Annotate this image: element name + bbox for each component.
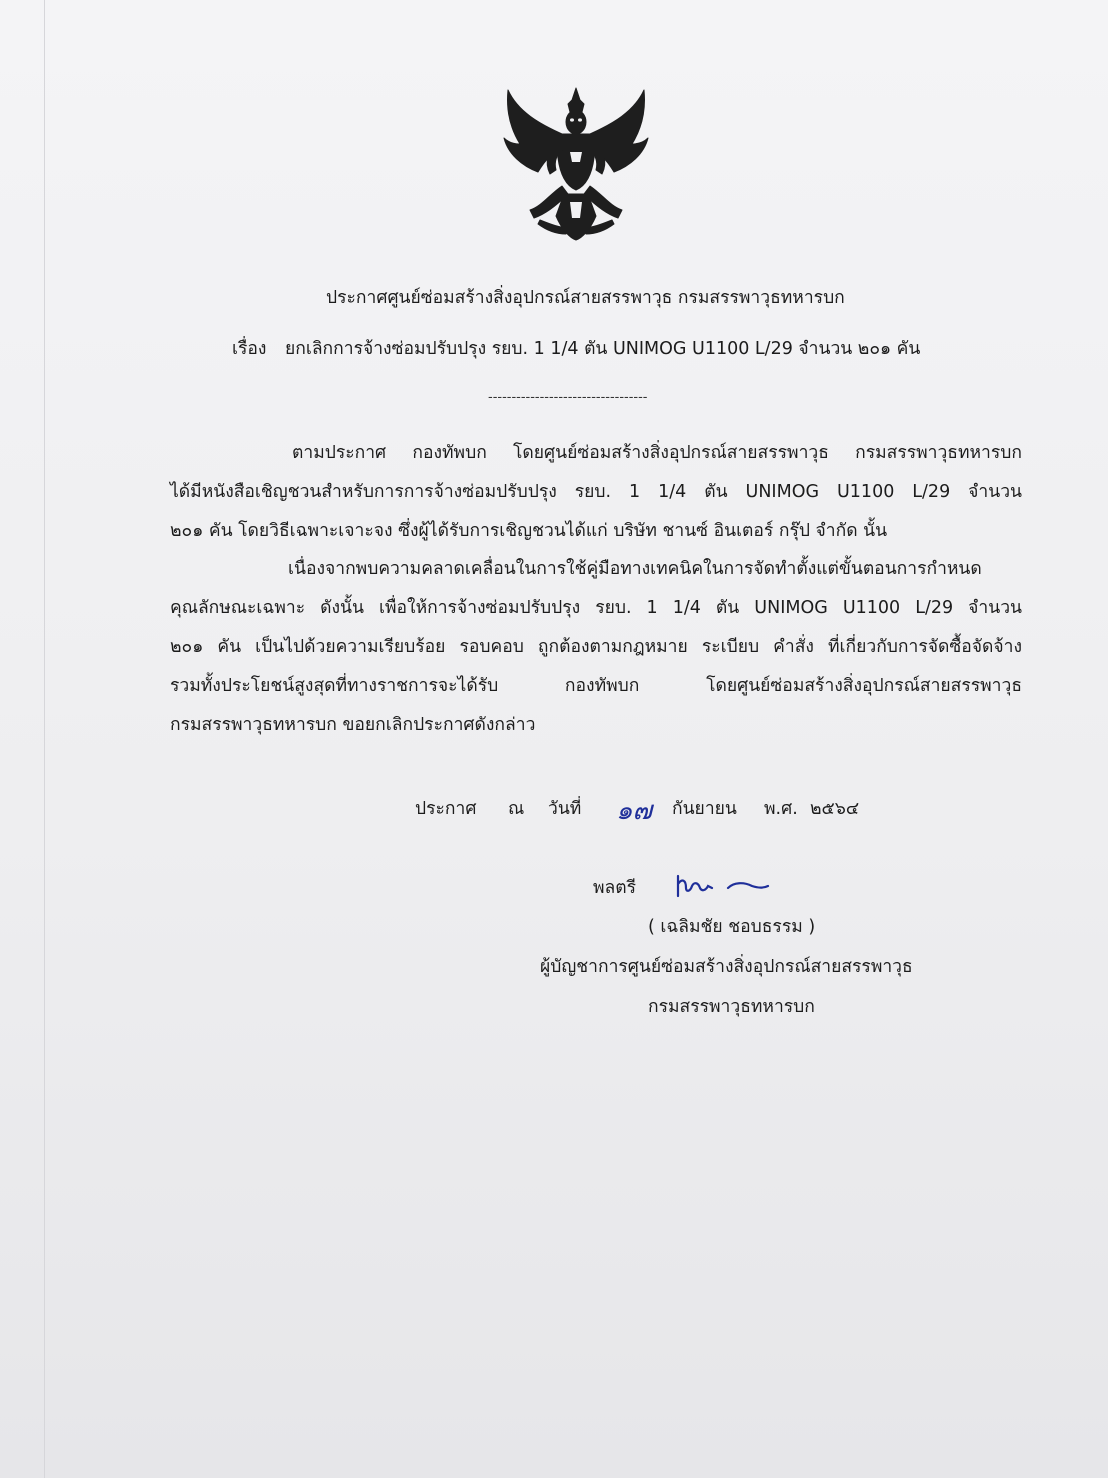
paragraph-2-line-2: คุณลักษณะเฉพาะ ดังนั้น เพื่อให้การจ้างซ่อมปรับปรุง รยบ. 1 1/4 ตัน UNIMOG U1100 L/29 จำนวน	[170, 598, 1022, 618]
subject-text: ยกเลิกการจ้างซ่อมปรับปรุง รยบ. 1 1/4 ตัน UNIMOG U1100 L/29 จำนวน ๒๐๑ คัน	[285, 339, 921, 359]
garuda-emblem-icon	[500, 82, 652, 242]
paragraph-1-line-1: ตามประกาศ กองทัพบก โดยศูนย์ซ่อมสร้างสิ่งอุปกรณ์สายสรรพาวุธ กรมสรรพาวุธทหารบก	[292, 443, 1022, 463]
date-announce: ประกาศ	[415, 799, 477, 819]
date-year-label: พ.ศ.	[764, 799, 798, 819]
signer-department: กรมสรรพาวุธทหารบก	[648, 997, 815, 1017]
signer-position: ผู้บัญชาการศูนย์ซ่อมสร้างสิ่งอุปกรณ์สายสรรพาวุธ	[540, 957, 913, 977]
signer-name: ( เฉลิมชัย ชอบธรรม )	[648, 917, 816, 937]
date-day-label: วันที่	[548, 799, 582, 819]
signer-rank: พลตรี	[593, 878, 637, 898]
date-month: กันยายน	[672, 799, 737, 819]
paragraph-2-line-1: เนื่องจากพบความคลาดเคลื่อนในการใช้คู่มือทางเทคนิคในการจัดทำตั้งแต่ขั้นตอนการกำหนด	[288, 559, 982, 579]
paragraph-2-line-4: รวมทั้งประโยชน์สูงสุดที่ทางราชการจะได้รับ กองทัพบก โดยศูนย์ซ่อมสร้างสิ่งอุปกรณ์สายสรรพาวุธ	[170, 676, 1022, 696]
announcement-title: ประกาศศูนย์ซ่อมสร้างสิ่งอุปกรณ์สายสรรพาวุธ กรมสรรพาวุธทหารบก	[326, 288, 845, 308]
divider: ----------------------------------	[488, 390, 648, 405]
paragraph-2-line-3: ๒๐๑ คัน เป็นไปด้วยความเรียบร้อย รอบคอบ ถูกต้องตามกฎหมาย ระเบียบ คำสั่ง ที่เกี่ยวกับการจัดซื้อจัดจ้าง	[170, 637, 1022, 657]
date-at: ณ	[508, 799, 525, 819]
paragraph-2-line-5: กรมสรรพาวุธทหารบก ขอยกเลิกประกาศดังกล่าว	[170, 715, 536, 735]
paragraph-1-line-3: ๒๐๑ คัน โดยวิธีเฉพาะเจาะจง ซึ่งผู้ได้รับการเชิญชวนได้แก่ บริษัท ชานซ์ อินเตอร์ กรุ๊ป จำกัด นั้น	[170, 521, 888, 541]
subject-label: เรื่อง	[232, 339, 267, 359]
date-day-handwritten: ๑๗	[616, 796, 653, 826]
page-edge	[44, 0, 45, 1478]
paragraph-1-line-2: ได้มีหนังสือเชิญชวนสำหรับการการจ้างซ่อมปรับปรุง รยบ. 1 1/4 ตัน UNIMOG U1100 L/29 จำนวน	[170, 482, 1022, 502]
handwritten-signature	[672, 868, 772, 900]
date-year: ๒๕๖๔	[810, 799, 860, 819]
